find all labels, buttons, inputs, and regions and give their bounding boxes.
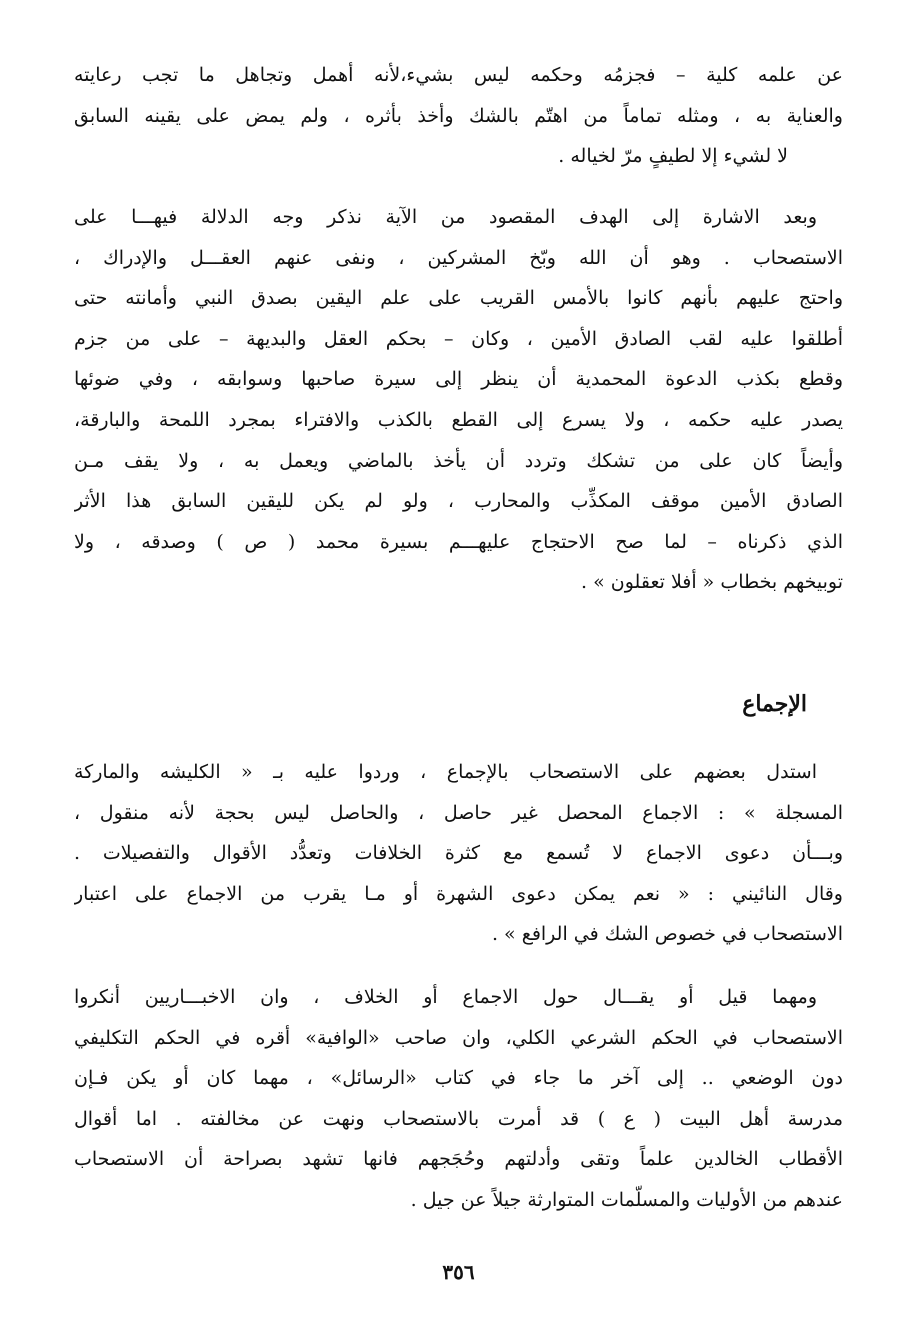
text-line: وبعد الاشارة إلى الهدف المقصود من الآية نذكر وجه الدلالة فيهـــا على [74,206,817,228]
text-line: الاستصحاب في خصوص الشك في الرافع » . [491,923,843,946]
paragraph-4 [74,977,843,1221]
text-line: وأيضاً كان على من تشكك وتردد أن يأخذ بالماضي ويعمل به ، ولا يقف مـن [74,449,843,472]
text-line: الاستصحاب في الحكم الشرعي الكلي، وان صاحب «الوافية» أقره في الحكم التكليفي [74,1026,843,1049]
text-line: عن علمه كلية – فجزمُه وحكمه ليس بشيء،لأنه أهمل وتجاهل ما تجب رعايته [74,64,843,86]
text-line: وقطع بكذب الدعوة المحمدية أن ينظر إلى سيرة صاحبها وسوابقه ، وفي ضوئها [74,368,843,391]
page-number: ٣٥٦ [442,1260,475,1284]
text-line: الصادق الأمين موقف المكذِّب والمحارب ، ولو لم يكن لليقين السابق هذا الأثر [74,490,843,513]
text-line: وبـــأن دعوى الاجماع لا تُسمع مع كثرة الخلافات وتعدُّد الأقوال والتفصيلات . [74,842,843,865]
text-line: الذي ذكرناه – لما صح الاحتجاج عليهـــم بسيرة محمد ( ص ) وصدقه ، ولا [74,530,843,553]
text-line: الاستصحاب . وهو أن الله وبّخ المشركين ، ونفى عنهم العقـــل والإدراك ، [74,246,843,269]
text-line: توبيخهم بخطاب « أفلا تعقلون » . [581,571,843,594]
text-line: يصدر عليه حكمه ، ولا يسرع إلى القطع بالكذب والافتراء بمجرد اللمحة والبارقة، [74,408,843,431]
text-line: دون الوضعي .. إلى آخر ما جاء في كتاب «الرسائل» ، مهما كان أو يكن فـإن [74,1067,843,1090]
text-line: وقال النائيني : « نعم يمكن دعوى الشهرة أو مـا يقرب من الاجماع على اعتبار [74,882,843,905]
text-line: ومهما قيل أو يقـــال حول الاجماع أو الخلاف ، وان الاخبـــاريين أنكروا [74,986,817,1008]
text-line: استدل بعضهم على الاستصحاب بالإجماع ، وردوا عليه بـ « الكليشه والماركة [74,761,817,783]
section-heading: الإجماع [742,691,807,717]
text-line: واحتج عليهم بأنهم كانوا بالأمس القريب على علم اليقين بصدق النبي وأمانته حتى [74,287,843,310]
paragraph-1 [74,55,843,177]
paragraph-3 [74,752,843,955]
text-line: والعناية به ، ومثله تماماً من اهتّم بالشك وأخذ بأثره ، ولم يمض على يقينه السابق [74,104,843,127]
text-line: أطلقوا عليه لقب الصادق الأمين ، وكان – بحكم العقل والبديهة – على من جزم [74,327,843,350]
text-line: الأقطاب الخالدين علماً وتقى وأدلتهم وحُجَجهم فانها تشهد بصراحة أن الاستصحاب [74,1148,843,1171]
text-line: المسجلة » : الاجماع المحصل غير حاصل ، والحاصل ليس بحجة لأنه منقول ، [74,801,843,824]
text-line: مدرسة أهل البيت ( ع ) قد أمرت بالاستصحاب ونهت عن مخالفته . اما أقوال [74,1107,843,1130]
paragraph-2 [74,197,843,603]
text-line: عندهم من الأوليات والمسلّمات المتوارثة جيلاً عن جيل . [410,1188,843,1211]
text-line: لا لشيء إلا لطيفٍ مرّ لخياله . [558,145,788,168]
